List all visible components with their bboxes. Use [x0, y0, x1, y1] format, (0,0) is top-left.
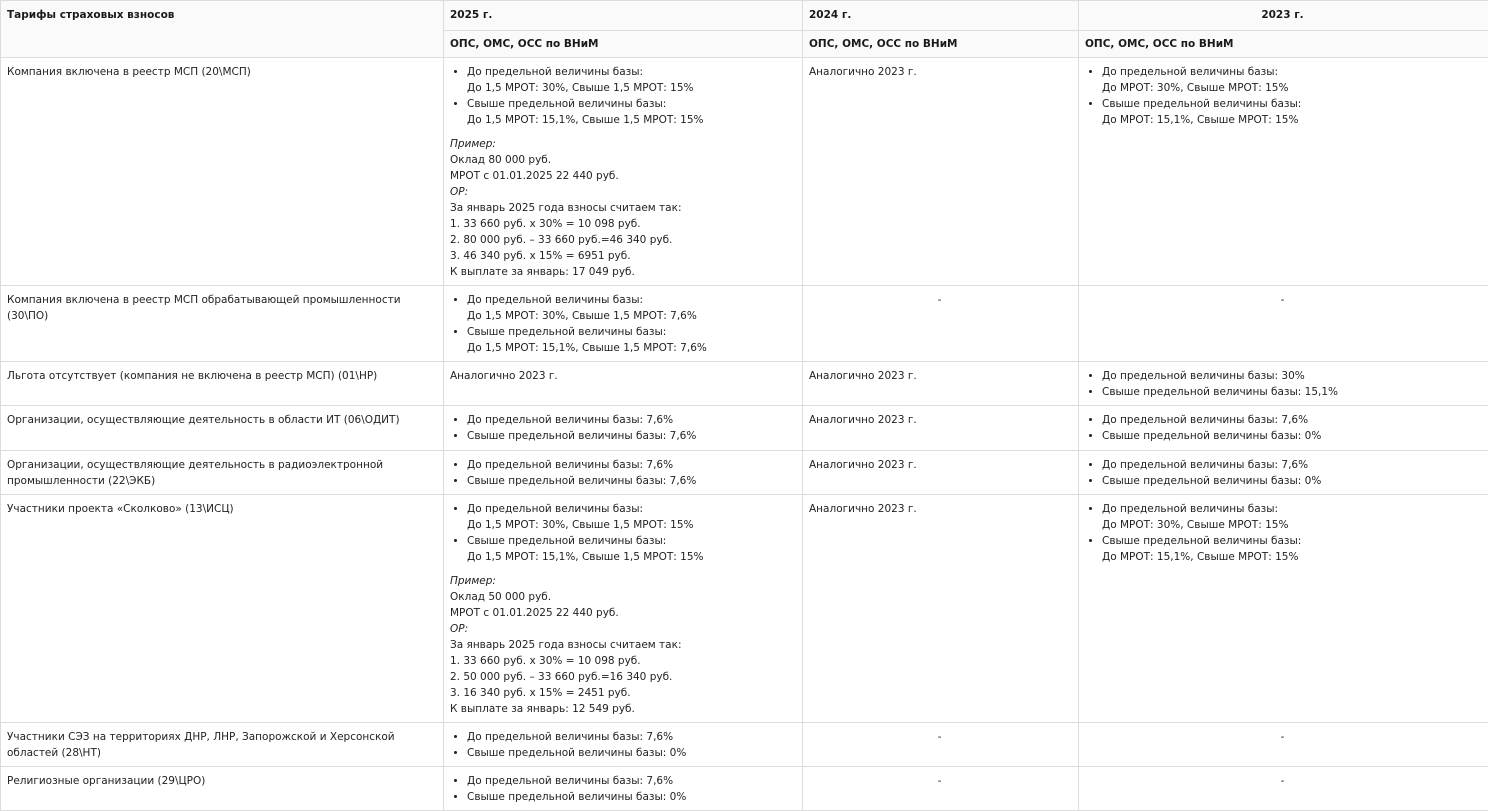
rate-cell-2023 — [1079, 58, 1488, 286]
header-year-2023: 2023 г. — [1079, 1, 1488, 31]
rate-cell-2025 — [444, 406, 803, 451]
list-item — [1102, 384, 1480, 400]
header-year-2025: 2025 г. — [444, 1, 803, 31]
subheader-2023: ОПС, ОМС, ОСС по ВНиМ — [1079, 31, 1488, 58]
example-line: За январь 2025 года взносы считаем так: — [450, 202, 682, 214]
rate-item-detail: До 1,5 МРОТ: 15,1%, Свыше 1,5 МРОТ: 7,6% — [467, 342, 707, 354]
rate-cell-2025 — [444, 286, 803, 362]
list-item — [467, 533, 794, 565]
rate-item-title: • Свыше предельной величины базы: 0% — [1102, 430, 1322, 442]
rate-item-title: • До предельной величины базы: — [467, 503, 644, 515]
rate-cell-2024: Аналогично 2023 г. — [803, 406, 1079, 451]
rate-item-title: • Свыше предельной величины базы: 15,1% — [1102, 386, 1338, 398]
rate-item-detail: До МРОТ: 30%, Свыше МРОТ: 15% — [1102, 82, 1289, 94]
rate-item-title: • До предельной величины базы: 7,6% — [467, 731, 674, 743]
subheader-2025: ОПС, ОМС, ОСС по ВНиМ — [444, 31, 803, 58]
rate-item-title: • До предельной величины базы: 7,6% — [467, 414, 674, 426]
rate-cell-2023 — [1079, 406, 1488, 451]
example-line: 2. 80 000 руб. – 33 660 руб.=46 340 руб. — [450, 234, 673, 246]
example-line: К выплате за январь: 17 049 руб. — [450, 266, 635, 278]
rate-cell-2024: - — [803, 723, 1079, 767]
rate-item-title: • До предельной величины базы: — [1102, 503, 1279, 515]
rate-cell-2023 — [1079, 495, 1488, 723]
rate-item-detail: До 1,5 МРОТ: 30%, Свыше 1,5 МРОТ: 15% — [467, 519, 694, 531]
example-line: За январь 2025 года взносы считаем так: — [450, 639, 682, 651]
list-item — [467, 729, 794, 745]
rate-item-title: • Свыше предельной величины базы: 7,6% — [467, 430, 697, 442]
rate-cell-2024: Аналогично 2023 г. — [803, 362, 1079, 406]
rate-category-cell: Организации, осуществляющие деятельность в области ИТ (06\ОДИТ) — [1, 406, 444, 451]
rate-list — [450, 501, 794, 565]
rate-list — [450, 729, 794, 761]
rate-item-title: • До предельной величины базы: 7,6% — [1102, 414, 1309, 426]
rate-category-cell: Компания включена в реестр МСП (20\МСП) — [1, 58, 444, 286]
rate-item-title: • До предельной величины базы: — [467, 294, 644, 306]
rate-category-cell: Компания включена в реестр МСП обрабатывающей промышленности (30\ПО) — [1, 286, 444, 362]
list-item — [1102, 533, 1480, 565]
list-item — [467, 96, 794, 128]
list-item — [1102, 412, 1480, 428]
list-item — [467, 428, 794, 444]
table-row — [1, 362, 1488, 406]
rate-item-detail: До 1,5 МРОТ: 30%, Свыше 1,5 МРОТ: 7,6% — [467, 310, 697, 322]
rate-item-title: • Свыше предельной величины базы: — [467, 98, 667, 110]
list-item — [1102, 473, 1480, 489]
example-line: Оклад 50 000 руб. — [450, 591, 552, 603]
example-line: 2. 50 000 руб. – 33 660 руб.=16 340 руб. — [450, 671, 673, 683]
example-line: 1. 33 660 руб. х 30% = 10 098 руб. — [450, 218, 641, 230]
example-line: 3. 46 340 руб. х 15% = 6951 руб. — [450, 250, 631, 262]
subheader-2024: ОПС, ОМС, ОСС по ВНиМ — [803, 31, 1079, 58]
table-row — [1, 767, 1488, 811]
table-row — [1, 286, 1488, 362]
rate-cell-2024: - — [803, 767, 1079, 811]
rate-item-title: • Свыше предельной величины базы: 0% — [1102, 475, 1322, 487]
rate-cell-2023: - — [1079, 767, 1488, 811]
rate-cell-2025 — [444, 495, 803, 723]
header-year-2024: 2024 г. — [803, 1, 1079, 31]
list-item — [1102, 501, 1480, 533]
rate-cell-2023: - — [1079, 286, 1488, 362]
rate-category-cell: Религиозные организации (29\ЦРО) — [1, 767, 444, 811]
list-item — [467, 745, 794, 761]
rate-list — [1085, 368, 1480, 400]
calculation-example — [450, 136, 794, 280]
table-row — [1, 451, 1488, 495]
list-item — [467, 64, 794, 96]
rate-item-title: • Свыше предельной величины базы: 0% — [467, 747, 687, 759]
rate-cell-2024: Аналогично 2023 г. — [803, 58, 1079, 286]
rate-cell-2024: - — [803, 286, 1079, 362]
rate-item-title: • Свыше предельной величины базы: 0% — [467, 791, 687, 803]
rate-item-detail: До МРОТ: 15,1%, Свыше МРОТ: 15% — [1102, 551, 1299, 563]
rate-list — [450, 64, 794, 128]
rate-item-detail: До МРОТ: 15,1%, Свыше МРОТ: 15% — [1102, 114, 1299, 126]
rate-item-title: • До предельной величины базы: 7,6% — [467, 775, 674, 787]
list-item — [467, 412, 794, 428]
list-item — [467, 292, 794, 324]
list-item — [467, 773, 794, 789]
rate-item-title: • Свыше предельной величины базы: 7,6% — [467, 475, 697, 487]
list-item — [1102, 457, 1480, 473]
calculation-example — [450, 573, 794, 717]
list-item — [467, 473, 794, 489]
rate-category-cell: Участники СЭЗ на территориях ДНР, ЛНР, Запорожской и Херсонской областей (28\НТ) — [1, 723, 444, 767]
list-item — [1102, 96, 1480, 128]
rate-cell-2025 — [444, 723, 803, 767]
list-item — [467, 457, 794, 473]
rate-list — [1085, 412, 1480, 444]
example-line: ОР: — [450, 186, 469, 198]
rate-cell-2024: Аналогично 2023 г. — [803, 495, 1079, 723]
rate-item-title: • Свыше предельной величины базы: — [1102, 98, 1302, 110]
example-line: Пример: — [450, 138, 496, 150]
rate-cell-2023 — [1079, 362, 1488, 406]
rate-category-cell: Льгота отсутствует (компания не включена в реестр МСП) (01\НР) — [1, 362, 444, 406]
rate-item-title: • До предельной величины базы: 7,6% — [1102, 459, 1309, 471]
rate-cell-2025 — [444, 767, 803, 811]
example-line: 1. 33 660 руб. х 30% = 10 098 руб. — [450, 655, 641, 667]
rate-item-title: • До предельной величины базы: — [1102, 66, 1279, 78]
rate-category-cell: Организации, осуществляющие деятельность в радиоэлектронной промышленности (22\ЭКБ) — [1, 451, 444, 495]
example-line: МРОТ с 01.01.2025 22 440 руб. — [450, 607, 619, 619]
rate-cell-2023: - — [1079, 723, 1488, 767]
rate-item-title: • Свыше предельной величины базы: — [467, 326, 667, 338]
example-line: 3. 16 340 руб. х 15% = 2451 руб. — [450, 687, 631, 699]
rate-item-detail: До 1,5 МРОТ: 15,1%, Свыше 1,5 МРОТ: 15% — [467, 551, 704, 563]
rate-cell-2023 — [1079, 451, 1488, 495]
rate-item-title: • До предельной величины базы: — [467, 66, 644, 78]
table-body — [1, 58, 1488, 811]
rate-list — [450, 292, 794, 356]
rate-item-detail: До МРОТ: 30%, Свыше МРОТ: 15% — [1102, 519, 1289, 531]
table-row — [1, 723, 1488, 767]
list-item — [467, 789, 794, 805]
rate-cell-2024: Аналогично 2023 г. — [803, 451, 1079, 495]
rate-list — [450, 773, 794, 805]
rate-cell-2025: Аналогично 2023 г. — [444, 362, 803, 406]
rate-category-cell: Участники проекта «Сколково» (13\ИСЦ) — [1, 495, 444, 723]
example-line: К выплате за январь: 12 549 руб. — [450, 703, 635, 715]
rate-item-title: • До предельной величины базы: 7,6% — [467, 459, 674, 471]
list-item — [1102, 368, 1480, 384]
rate-item-title: • Свыше предельной величины базы: — [467, 535, 667, 547]
header-rates: Тарифы страховых взносов — [1, 1, 444, 58]
example-line: Оклад 80 000 руб. — [450, 154, 552, 166]
list-item — [1102, 64, 1480, 96]
rate-list — [450, 457, 794, 489]
example-line: ОР: — [450, 623, 469, 635]
example-line: МРОТ с 01.01.2025 22 440 руб. — [450, 170, 619, 182]
rate-item-title: • Свыше предельной величины базы: — [1102, 535, 1302, 547]
list-item — [467, 324, 794, 356]
example-line: Пример: — [450, 575, 496, 587]
rate-list — [1085, 64, 1480, 128]
rate-cell-2025 — [444, 58, 803, 286]
rate-item-detail: До 1,5 МРОТ: 15,1%, Свыше 1,5 МРОТ: 15% — [467, 114, 704, 126]
list-item — [1102, 428, 1480, 444]
rate-item-detail: До 1,5 МРОТ: 30%, Свыше 1,5 МРОТ: 15% — [467, 82, 694, 94]
rate-list — [1085, 501, 1480, 565]
rate-item-title: • До предельной величины базы: 30% — [1102, 370, 1305, 382]
rate-list — [450, 412, 794, 444]
list-item — [467, 501, 794, 533]
table-row — [1, 58, 1488, 286]
table-row — [1, 406, 1488, 451]
rate-list — [1085, 457, 1480, 489]
table-row — [1, 495, 1488, 723]
rate-cell-2025 — [444, 451, 803, 495]
